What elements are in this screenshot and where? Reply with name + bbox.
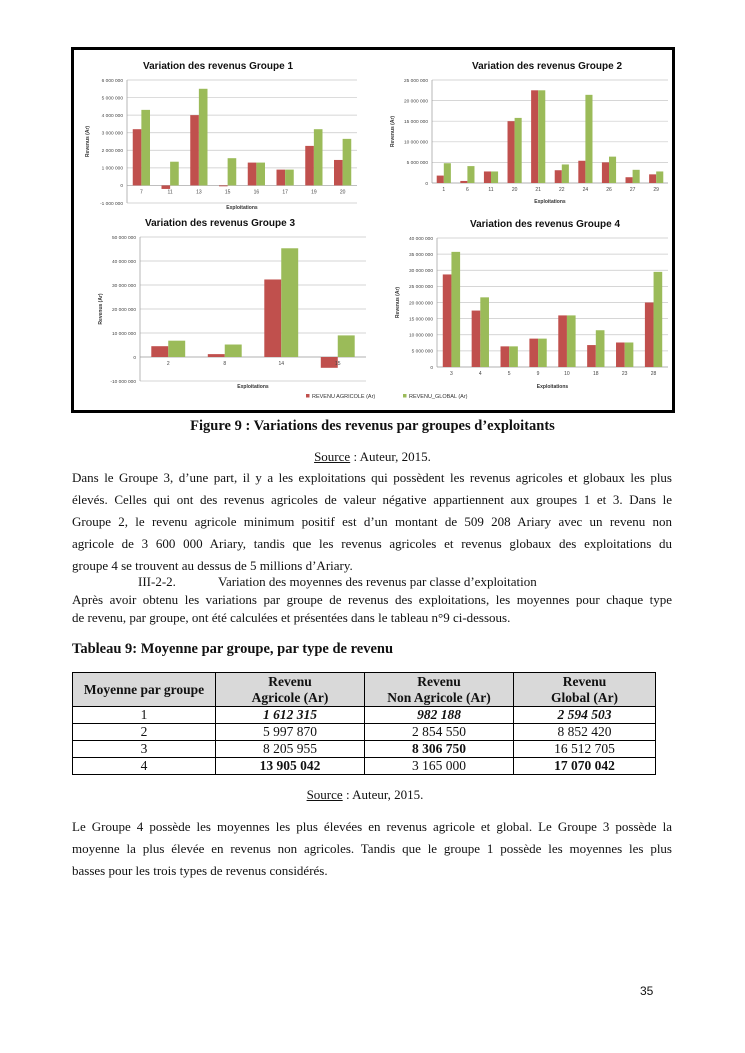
- x-tick-label: 24: [582, 187, 589, 193]
- bar-agricole: [162, 185, 171, 189]
- y-tick-label: 40 000 000: [111, 259, 136, 265]
- source-text: : Auteur, 2015.: [342, 787, 424, 802]
- bar-agricole: [277, 170, 286, 186]
- text-line: Dans le Groupe 3, d’une part, il y a les exploitations qui possèdent les revenus agricoles et globaux les plus: [72, 470, 672, 485]
- bar-agricole: [334, 160, 343, 185]
- bar-global: [168, 341, 185, 357]
- bar-global: [538, 339, 547, 367]
- x-tick-label: 20: [511, 187, 518, 193]
- bar-global: [625, 342, 634, 367]
- bar-agricole: [626, 177, 633, 183]
- bar-global: [562, 164, 569, 183]
- x-tick-label: 11: [488, 187, 494, 193]
- x-tick-label: 11: [167, 189, 173, 196]
- x-tick-label: 14: [278, 361, 285, 367]
- y-axis-label: Revenus (Ar): [85, 125, 91, 158]
- bar-agricole: [190, 115, 199, 185]
- y-tick-label: 15 000 000: [408, 317, 433, 323]
- bar-global: [491, 171, 498, 183]
- y-tick-label: 25 000 000: [403, 78, 428, 84]
- y-tick-label: 0: [133, 355, 136, 361]
- x-tick-label: 18: [593, 371, 599, 377]
- text-line: Le Groupe 4 possède les moyennes les plus élevées en revenus agricole et global. Le Groupe 3 possède la: [72, 819, 672, 834]
- text-line: Groupe 2, le revenu agricole minimum positif est d’un montant de 509 208 Ariary avec un revenu non: [72, 514, 672, 529]
- x-tick-label: 26: [606, 187, 612, 193]
- cell: 16 512 705: [514, 741, 656, 758]
- cell: 982 188: [365, 707, 514, 724]
- bar-global: [509, 346, 518, 367]
- bar-agricole: [555, 170, 562, 183]
- table-row: [73, 741, 656, 758]
- y-tick-label: 35 000 000: [408, 252, 433, 258]
- bar-global: [281, 248, 298, 357]
- bar-agricole: [460, 181, 467, 183]
- table-row: [73, 758, 656, 775]
- table-source: [0, 787, 730, 803]
- x-tick-label: 20: [339, 189, 346, 196]
- cell: 1: [73, 707, 216, 724]
- x-tick-label: 7: [139, 189, 143, 196]
- figure-caption: Figure 9 : Variations des revenus par groupes d’exploitants: [190, 418, 555, 434]
- bar-agricole: [437, 176, 444, 183]
- figure-charts: [0, 0, 745, 420]
- x-tick-label: 17: [282, 189, 288, 196]
- y-tick-label: 0: [430, 365, 433, 371]
- cell: 8 306 750: [365, 741, 514, 758]
- bar-agricole: [558, 315, 567, 367]
- y-tick-label: 4 000 000: [101, 113, 123, 119]
- cell: 8 205 955: [216, 741, 365, 758]
- bar-global: [170, 162, 179, 186]
- paragraph-1: [72, 467, 672, 577]
- paragraph-2: [72, 591, 672, 627]
- x-tick-label: 2: [166, 361, 170, 367]
- table-title: Tableau 9: Moyenne par groupe, par type de revenu: [72, 641, 394, 657]
- y-tick-label: 15 000 000: [403, 120, 428, 125]
- x-axis-label: Exploitations: [534, 199, 566, 205]
- means-table: [72, 672, 656, 775]
- x-tick-label: 4: [478, 371, 482, 377]
- text-line: agricole de 3 600 000 Ariary, tandis que les revenus agricoles et revenus globaux des exploitations du: [72, 536, 672, 551]
- source-label: Source: [306, 787, 343, 802]
- y-axis-label: Revenus (Ar): [390, 115, 396, 148]
- y-tick-label: 30 000 000: [408, 269, 433, 275]
- bar-global: [228, 158, 237, 185]
- y-tick-label: 20 000 000: [408, 301, 433, 307]
- y-tick-label: 5 000 000: [411, 349, 433, 355]
- bar-agricole: [484, 171, 491, 183]
- bar-agricole: [529, 339, 538, 367]
- bar-global: [585, 95, 592, 183]
- y-tick-label: 20 000 000: [403, 99, 428, 105]
- y-tick-label: 5 000 000: [406, 161, 428, 167]
- bar-agricole: [501, 346, 510, 367]
- cell: 5 997 870: [216, 724, 365, 741]
- bar-global: [656, 171, 663, 183]
- x-tick-label: 13: [196, 189, 202, 196]
- x-tick-label: 15: [334, 361, 341, 367]
- bar-global: [467, 166, 474, 183]
- bar-global: [538, 90, 545, 183]
- table-row: [73, 707, 656, 724]
- x-tick-label: 3: [450, 371, 453, 377]
- x-tick-label: 6: [466, 187, 469, 193]
- bar-global: [633, 170, 640, 183]
- y-tick-label: 25 000 000: [408, 285, 433, 291]
- y-tick-label: 1 000 000: [101, 166, 123, 172]
- x-axis-label: Exploitations: [536, 384, 569, 390]
- bar-agricole: [472, 311, 481, 367]
- bar-global: [256, 163, 265, 186]
- bar-global: [338, 335, 355, 357]
- table-header-row: [73, 673, 656, 707]
- y-axis-label: Revenus (Ar): [395, 286, 401, 319]
- bar-global: [451, 252, 460, 367]
- x-axis-label: Exploitations: [237, 384, 269, 390]
- bar-agricole: [645, 303, 654, 368]
- source-text: : Auteur, 2015.: [350, 449, 431, 464]
- x-tick-label: 1: [442, 187, 446, 193]
- bar-global: [285, 170, 294, 186]
- y-tick-label: 10 000 000: [111, 331, 136, 337]
- cell: 3: [73, 741, 216, 758]
- bar-agricole: [133, 129, 142, 185]
- y-tick-label: -10 000 000: [110, 379, 136, 385]
- text-line: de revenu, par groupe, ont été calculées et présentées dans le tableau n°9 ci-dessous.: [72, 610, 511, 625]
- x-tick-label: 21: [535, 187, 541, 193]
- y-tick-label: 20 000 000: [111, 307, 136, 313]
- legend-swatch: [306, 394, 310, 398]
- chart-title: Variation des revenus Groupe 3: [144, 218, 296, 229]
- y-tick-label: 0: [120, 184, 123, 190]
- y-tick-label: 0: [425, 181, 428, 187]
- text-line: moyenne la plus élevée en revenus non agricoles. Tandis que le groupe 1 possède les moyennes les plus: [72, 841, 672, 856]
- paragraph-3: [72, 816, 672, 882]
- y-tick-label: 2 000 000: [101, 149, 123, 155]
- table-row: [73, 724, 656, 741]
- text-line: basses pour les trois types de revenus considérés.: [72, 863, 328, 878]
- bar-global: [225, 345, 242, 357]
- header-cell: Moyenne par groupe: [73, 673, 216, 707]
- cell: 2 854 550: [365, 724, 514, 741]
- x-tick-label: 15: [224, 189, 231, 196]
- x-tick-label: 28: [650, 371, 657, 377]
- bar-agricole: [578, 161, 585, 183]
- bar-global: [596, 330, 605, 367]
- bar-global: [480, 297, 489, 367]
- text-line: élevés. Celles qui ont des revenus agricoles de valeur négative appartiennent aux groupes 1 et 3. Dans le: [72, 492, 672, 507]
- bar-agricole: [587, 345, 596, 367]
- y-tick-label: 10 000 000: [403, 140, 428, 146]
- chart-title: Variation des revenus Groupe 2: [471, 61, 623, 72]
- cell: 2 594 503: [514, 707, 656, 724]
- y-tick-label: 30 000 000: [111, 283, 136, 289]
- bar-global: [567, 315, 576, 367]
- x-tick-label: 16: [253, 189, 260, 196]
- chart-title: Variation des revenus Groupe 1: [142, 61, 294, 72]
- x-tick-label: 27: [629, 187, 636, 193]
- figure-source: [0, 449, 745, 465]
- bar-agricole: [616, 342, 625, 367]
- legend-label: REVENU AGRICOLE (Ar): [312, 394, 376, 400]
- bar-agricole: [305, 146, 314, 186]
- bar-agricole: [264, 279, 281, 357]
- y-tick-label: 6 000 000: [101, 78, 123, 84]
- chart-title: Variation des revenus Groupe 4: [469, 219, 621, 230]
- bar-global: [654, 272, 663, 367]
- bar-agricole: [649, 174, 656, 183]
- y-tick-label: 40 000 000: [408, 236, 433, 242]
- x-axis-label: Exploitations: [226, 205, 258, 211]
- header-cell: Revenu Agricole (Ar): [216, 673, 365, 707]
- bar-agricole: [248, 163, 257, 186]
- cell: 3 165 000: [365, 758, 514, 775]
- bar-agricole: [508, 121, 515, 183]
- section-number: III-2-2.: [138, 574, 176, 589]
- legend-swatch: [403, 394, 407, 398]
- bar-agricole: [219, 185, 228, 186]
- x-tick-label: 23: [621, 371, 628, 377]
- bar-agricole: [208, 354, 225, 357]
- bar-agricole: [151, 346, 168, 357]
- text-line: groupe 4 se trouvent au dessus de 5 millions d’Ariary.: [72, 558, 353, 573]
- x-tick-label: 19: [311, 189, 317, 196]
- header-cell: Revenu Global (Ar): [514, 673, 656, 707]
- cell: 13 905 042: [216, 758, 365, 775]
- x-tick-label: 5: [507, 371, 511, 377]
- bar-global: [515, 118, 522, 183]
- bar-agricole: [443, 274, 452, 367]
- x-tick-label: 29: [653, 187, 659, 193]
- text-line: Après avoir obtenu les variations par groupe de revenus des exploitations, les moyennes pour chaque type: [72, 592, 672, 607]
- y-tick-label: 5 000 000: [101, 96, 123, 102]
- bar-agricole: [531, 90, 538, 183]
- bar-global: [199, 89, 208, 186]
- cell: 8 852 420: [514, 724, 656, 741]
- cell: 1 612 315: [216, 707, 365, 724]
- bar-global: [343, 139, 352, 186]
- bar-global: [609, 157, 616, 183]
- bar-global: [141, 110, 150, 186]
- source-label: Source: [314, 449, 351, 464]
- y-tick-label: -1 000 000: [100, 201, 123, 207]
- cell: 17 070 042: [514, 758, 656, 775]
- y-axis-label: Revenus (Ar): [98, 293, 104, 325]
- x-tick-label: 9: [536, 371, 540, 377]
- cell: 4: [73, 758, 216, 775]
- bar-agricole: [602, 162, 609, 183]
- section-title: Variation des moyennes des revenus par classe d’exploitation: [218, 574, 537, 589]
- y-tick-label: 50 000 000: [111, 235, 136, 241]
- page-number: 35: [640, 984, 654, 998]
- legend-label: REVENU_GLOBAL (Ar): [409, 394, 468, 400]
- cell: 2: [73, 724, 216, 741]
- y-tick-label: 10 000 000: [408, 333, 433, 339]
- x-tick-label: 10: [564, 371, 570, 377]
- bar-global: [444, 163, 451, 183]
- y-tick-label: 3 000 000: [101, 131, 123, 137]
- x-tick-label: 22: [559, 187, 565, 193]
- bar-global: [314, 129, 323, 185]
- x-tick-label: 8: [223, 361, 227, 367]
- header-cell: Revenu Non Agricole (Ar): [365, 673, 514, 707]
